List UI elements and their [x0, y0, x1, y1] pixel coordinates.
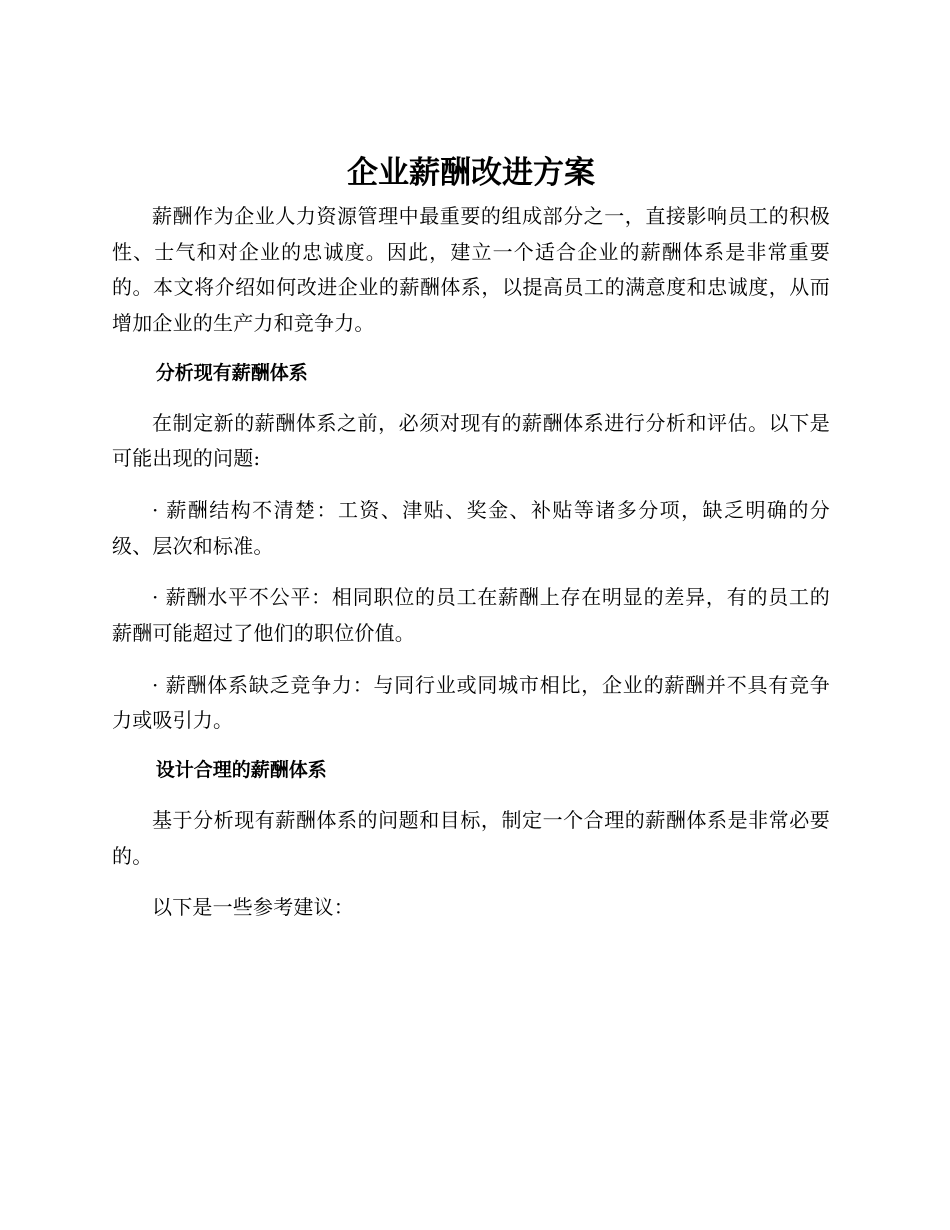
bullet-item: · 薪酬体系缺乏竞争力：与同行业或同城市相比，企业的薪酬并不具有竞争力或吸引力。	[112, 672, 830, 733]
spacer	[112, 392, 830, 406]
spacer	[112, 739, 830, 753]
document-page	[112, 147, 830, 926]
bullet-item: · 薪酬水平不公平：相同职位的员工在薪酬上存在明显的差异，有的员工的薪酬可能超过了他们的职位价值。	[112, 585, 830, 646]
spacer	[112, 342, 830, 356]
spacer	[112, 564, 830, 580]
spacer	[112, 477, 830, 493]
intro-paragraph: 薪酬作为企业人力资源管理中最重要的组成部分之一，直接影响员工的积极性、士气和对企业的忠诚度。因此，建立一个适合企业的薪酬体系是非常重要的。本文将介绍如何改进企业的薪酬体系，以提高员工的满意度和忠诚度，从而增加企业的生产力和竞争力。	[112, 204, 830, 336]
section-design-lead: 基于分析现有薪酬体系的问题和目标，制定一个合理的薪酬体系是非常必要的。	[112, 807, 830, 868]
spacer	[112, 789, 830, 803]
spacer	[112, 652, 830, 668]
bullet-item: · 薪酬结构不清楚：工资、津贴、奖金、补贴等诸多分项，缺乏明确的分级、层次和标准。	[112, 497, 830, 558]
section-heading-analysis: 分析现有薪酬体系	[155, 361, 308, 384]
section-design-sub: 以下是一些参考建议：	[152, 895, 354, 920]
section-heading-design: 设计合理的薪酬体系	[155, 759, 327, 782]
page-title: 企业薪酬改进方案	[347, 155, 595, 191]
spacer	[112, 874, 830, 890]
section-analysis-lead: 在制定新的薪酬体系之前，必须对现有的薪酬体系进行分析和评估。以下是可能出现的问题:	[112, 410, 830, 471]
